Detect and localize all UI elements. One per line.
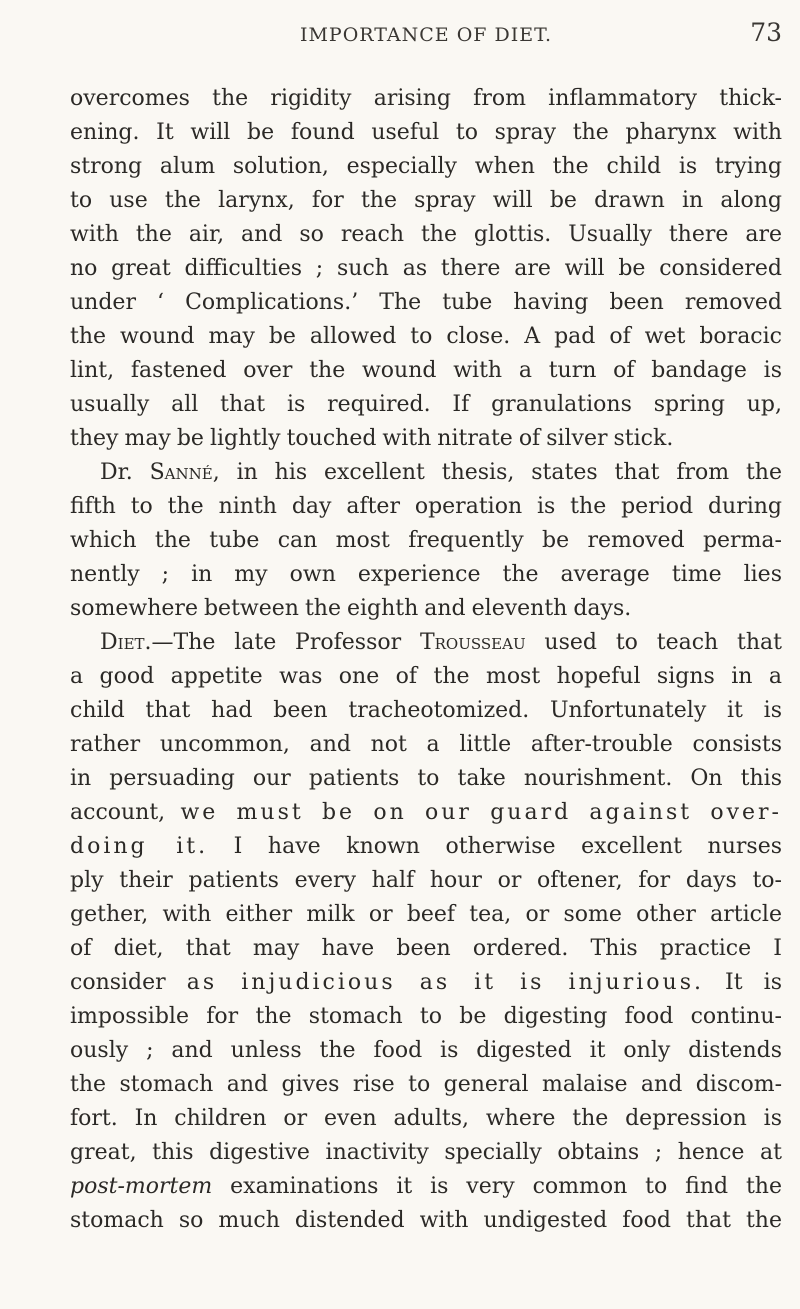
line-text: I have known otherwise excellent nurses [208, 834, 783, 859]
text-line: which the tube can most frequently be removed perma- [70, 528, 782, 553]
line-text: It is [703, 970, 782, 995]
text-line: nently ; in my own experience the average time lies [70, 562, 782, 587]
line-text: Dr. [100, 460, 150, 485]
text-line: ply their patients every half hour or oftener, for days to- [70, 868, 782, 893]
text-line [70, 830, 782, 864]
spaced-emphasis: as injudicious as it is injurious. [186, 970, 704, 995]
author-name-trousseau: Trousseau [419, 630, 526, 655]
text-line: ening. It will be found useful to spray the pharynx with [70, 120, 782, 145]
text-line: overcomes the rigidity arising from inflammatory thick- [70, 86, 782, 111]
line-text: .—The late Professor [144, 630, 420, 655]
text-line: with the air, and so reach the glottis. Usually there are [70, 222, 782, 247]
text-line [70, 626, 782, 660]
line-text: , in his excellent thesis, states that from the [212, 460, 782, 485]
body-text [70, 82, 782, 1238]
text-line: stomach so much distended with undigested food that the [70, 1208, 782, 1233]
text-line: child that had been tracheotomized. Unfortunately it is [70, 698, 782, 723]
text-line: gether, with either milk or beef tea, or some other article [70, 902, 782, 927]
text-line: great, this digestive inactivity specially obtains ; hence at [70, 1140, 782, 1165]
page-number: 73 [750, 18, 782, 47]
line-text: account, [70, 800, 181, 825]
text-line: fort. In children or even adults, where the depression is [70, 1106, 782, 1131]
spaced-emphasis: we must be on our guard against over- [180, 800, 782, 825]
text-line: impossible for the stomach to be digesting food continu- [70, 1004, 782, 1029]
text-line: they may be lightly touched with nitrate of silver stick. [70, 426, 674, 451]
text-line: strong alum solution, especially when the child is trying [70, 154, 782, 179]
line-text: examinations it is very common to find the [212, 1174, 782, 1199]
text-line: to use the larynx, for the spray will be drawn in along [70, 188, 782, 213]
text-line [70, 796, 782, 830]
text-line: the wound may be allowed to close. A pad of wet boracic [70, 324, 782, 349]
text-line [70, 456, 782, 490]
running-head [70, 18, 782, 54]
italic-term: post-mortem [70, 1174, 213, 1199]
spaced-emphasis: doing it. [70, 834, 209, 859]
author-name-sanne: Sanné [149, 460, 213, 485]
text-line: usually all that is required. If granulations spring up, [70, 392, 782, 417]
text-line: ously ; and unless the food is digested it only distends [70, 1038, 782, 1063]
running-title: IMPORTANCE OF DIET. [299, 24, 553, 46]
line-text: consider [70, 970, 187, 995]
text-line: of diet, that may have been ordered. This practice I [70, 936, 782, 961]
line-text: used to teach that [525, 630, 782, 655]
section-heading-diet: Diet [100, 630, 145, 655]
text-line: fifth to the ninth day after operation is the period during [70, 494, 782, 519]
text-line: under ‘ Complications.’ The tube having been removed [70, 290, 782, 315]
text-line: lint, fastened over the wound with a turn of bandage is [70, 358, 782, 383]
text-line: no great difficulties ; such as there are will be considered [70, 256, 782, 281]
text-line: somewhere between the eighth and eleventh days. [70, 596, 632, 621]
text-line [70, 1170, 782, 1204]
text-line: rather uncommon, and not a little after-trouble consists [70, 732, 782, 757]
text-line: a good appetite was one of the most hopeful signs in a [70, 664, 782, 689]
text-line [70, 966, 782, 1000]
text-line: in persuading our patients to take nourishment. On this [70, 766, 782, 791]
text-line: the stomach and gives rise to general malaise and discom- [70, 1072, 782, 1097]
